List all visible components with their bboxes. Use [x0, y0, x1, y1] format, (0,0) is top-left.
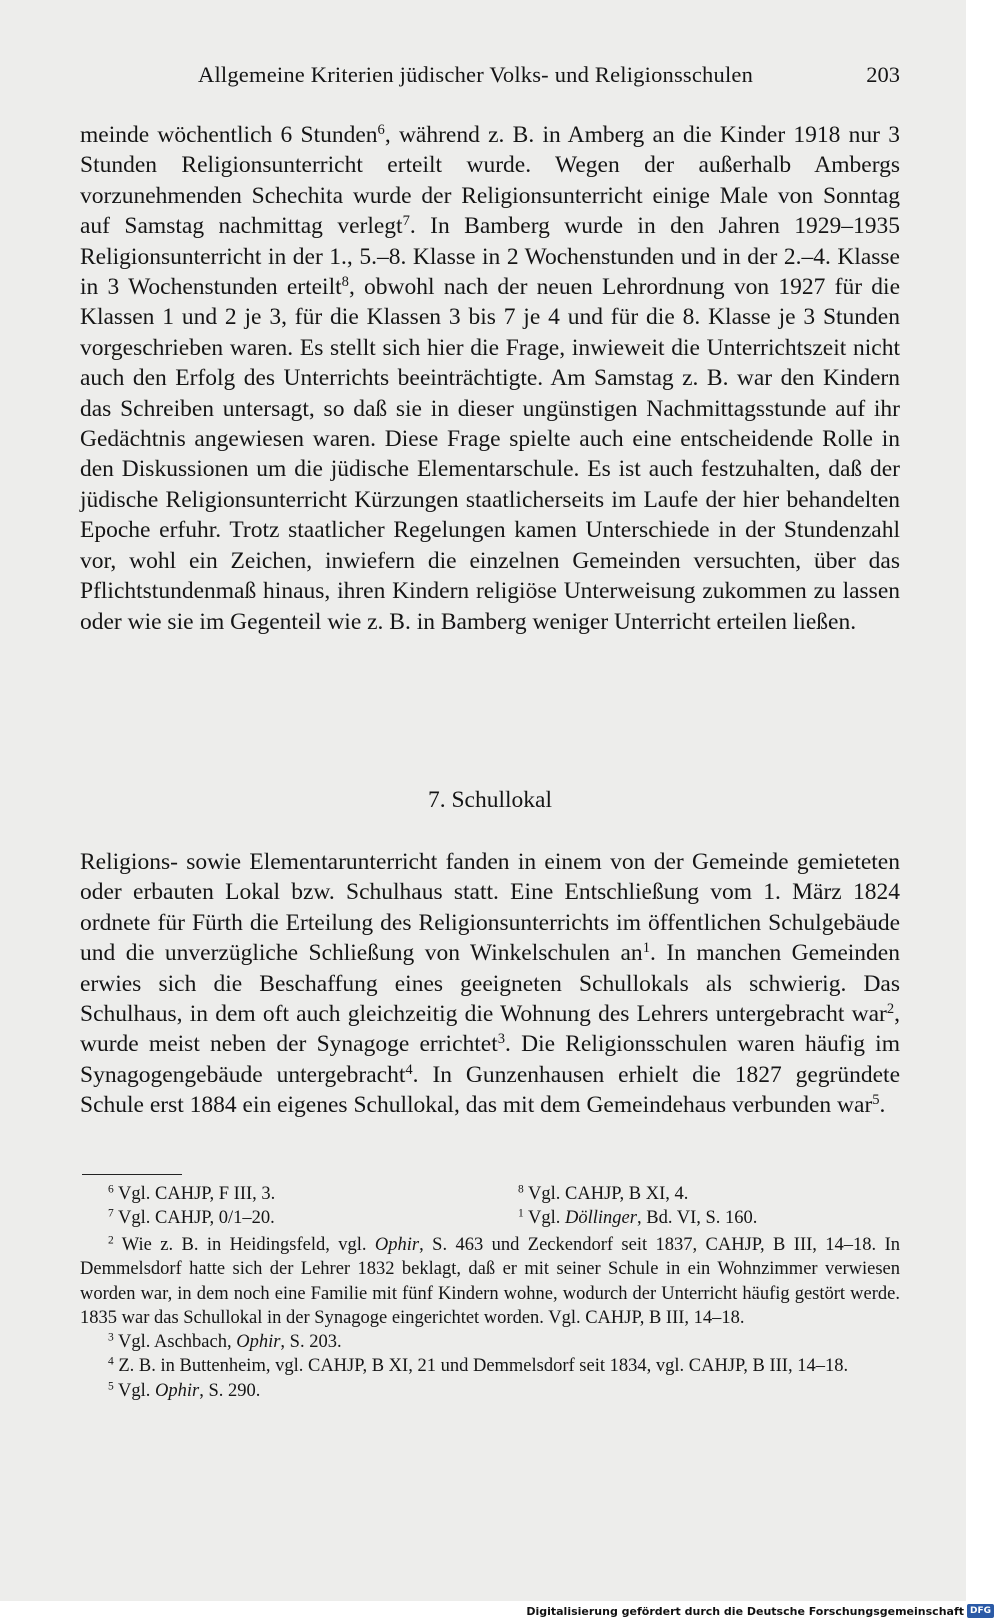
footnote-marker: 3 [108, 1331, 114, 1344]
footnote-2 [80, 1233, 900, 1330]
text-run: Vgl. CAHJP, B XI, 4. [523, 1184, 689, 1204]
text-run: Vgl. [113, 1380, 156, 1401]
dfg-logo-icon: DFG [967, 1604, 994, 1618]
footnote-marker: 8 [341, 274, 349, 291]
footnote-7 [108, 1207, 275, 1229]
footnote-6 [108, 1183, 275, 1205]
italic-citation: Ophir [236, 1332, 281, 1353]
footnote-marker: 4 [108, 1356, 114, 1369]
text-run: Wie z. B. in Heidingsfeld, vgl. [113, 1235, 375, 1255]
footnote-5 [80, 1379, 900, 1403]
footnote-marker: 2 [108, 1234, 114, 1247]
text-run: Vgl. [523, 1208, 566, 1228]
running-header [80, 62, 900, 94]
text-run: , S. 203. [280, 1332, 342, 1353]
body-paragraph-1 [80, 120, 900, 637]
footnote-marker: 3 [497, 1031, 506, 1048]
text-run: . In Bamberg wurde in den Jahren 1929–1935 Religionsunterricht in der 1., 5.–8. Klasse in 2 Wochenstunden und in der 2.–4. Klasse in 3 Wochenstunden erteilt [80, 213, 900, 301]
text-run: Z. B. in Buttenheim, vgl. CAHJP, B XI, 21 und Demmelsdorf seit 1834, vgl. CAHJP, B III, 14–18. [113, 1356, 849, 1377]
text-run: , Bd. VI, S. 160. [636, 1208, 758, 1228]
footnote-3 [80, 1330, 900, 1354]
text-run: . In Gunzenhausen erhielt die 1827 gegründete Schule erst 1884 ein eigenes Schullokal, das mit dem Gemeindehaus verbunden war [80, 1061, 901, 1119]
footnote-marker: 1 [518, 1207, 524, 1220]
running-title: Allgemeine Kriterien jüdischer Volks- und Religionsschulen [198, 62, 754, 87]
body-paragraph-2 [80, 847, 900, 1121]
text-run: Religions- sowie Elementarunterricht fanden in einem von der Gemeinde gemieteten oder erbauten Lokal bzw. Schulhaus statt. Eine Entschließung vom 1. März 1824 ordnete für Fürth die Erteilung des Religionsunterrichts im öffentlichen Schulgebäude und die unverzügliche Schließung von Winkelschulen an [80, 849, 900, 967]
footnote-marker: 8 [518, 1183, 524, 1196]
text-run: , während z. B. in Amberg an die Kinder 1918 nur 3 Stunden Religionsunterricht erteilt wurde. Wegen der außerhalb Ambergs vorzunehmenden Schechita wurde der Religionsunterricht einige Male von Sonntag auf Samstag nachmittag verlegt [80, 122, 900, 240]
italic-citation: Ophir [155, 1380, 200, 1401]
section-heading: 7. Schullokal [427, 787, 553, 813]
text-run: meinde wöchentlich 6 Stunden [80, 122, 378, 148]
text-run: , S. 290. [199, 1380, 261, 1401]
text-run: . Die Religionsschulen waren häufig im Synagogengebäude untergebracht [80, 1031, 900, 1088]
footnote-marker: 7 [402, 213, 410, 230]
footnote-1 [518, 1207, 757, 1229]
italic-citation: Ophir [374, 1235, 420, 1255]
footnote-4 [80, 1354, 900, 1378]
footnote-marker: 2 [886, 1001, 895, 1018]
text-run: , wurde meist neben der Synagoge errichtet [80, 1001, 900, 1058]
footnote-marker: 5 [108, 1380, 114, 1393]
footnote-marker: 4 [405, 1061, 413, 1078]
text-run: , S. 463 und Zeckendorf seit 1837, CAHJP, B III, 14–18. In Demmelsdorf hatte sich der Lehrer 1832 beklagt, daß er mit seiner Schule in ein Wohnzimmer verwiesen worden war, in dem noch eine Familie mit fünf Kindern wohne, wodurch der Unterricht häufig gestört werde. 1835 war das Schullokal in der Synagoge eingerichtet worden. Vgl. CAHJP, B III, 14–18. [80, 1235, 900, 1328]
footnotes-block [80, 1233, 900, 1403]
digitization-footer [0, 1601, 1000, 1624]
text-run: Vgl. CAHJP, 0/1–20. [113, 1208, 275, 1228]
italic-citation: Döllinger [565, 1208, 637, 1228]
text-run: . [879, 1092, 886, 1119]
page-number: 203 [866, 62, 900, 87]
footnote-marker: 5 [872, 1092, 880, 1109]
funding-credit: Digitalisierung gefördert durch die Deutsche Forschungsgemeinschaft [526, 1605, 964, 1618]
footnote-marker: 6 [108, 1183, 114, 1196]
text-run: Vgl. Aschbach, [113, 1332, 237, 1353]
footnote-8 [518, 1183, 688, 1205]
footnote-separator [82, 1174, 182, 1175]
text-run: . In manchen Gemeinden erwies sich die Beschaffung eines geeigneten Schullokals als schwierig. Das Schulhaus, in dem oft auch gleichzeitig die Wohnung des Lehrers untergebracht war [80, 940, 900, 1028]
text-run: , obwohl nach der neuen Lehrordnung von 1927 für die Klassen 1 und 2 je 3, für die Klassen 3 bis 7 je 4 und für die 8. Klasse je 3 Stunden vorgeschrieben waren. Es stellt sich hier die Frage, inwieweit die Unterrichtszeit nicht auch den Erfolg des Unterrichts beeinträchtigte. Am Samstag z. B. war den Kindern das Schreiben untersagt, so daß sie in dieser ungünstigen Nachmittagsstunde auf ihr Gedächtnis angewiesen waren. Diese Frage spielte auch eine entscheidende Rolle in den Diskussionen um die jüdische Elementarschule. Es ist auch festzuhalten, daß der jüdische Religionsunterricht Kürzungen staatlicherseits im Laufe der hier behandelten Epoche erfuhr. Trotz staatlicher Regelungen kamen Unterschiede in der Stundenzahl vor, wohl ein Zeichen, inwiefern die einzelnen Gemeinden versuchten, über das Pflichtstundenmaß hinaus, ihren Kindern religiöse Unterweisung zukommen zu lassen oder wie sie im Gegenteil wie z. B. in Bamberg weniger Unterricht erteilen ließen. [80, 274, 901, 635]
footnote-marker: 7 [108, 1207, 114, 1220]
footnote-marker: 1 [642, 940, 650, 957]
text-run: Vgl. CAHJP, F III, 3. [113, 1184, 276, 1204]
footnote-marker: 6 [377, 122, 385, 138]
